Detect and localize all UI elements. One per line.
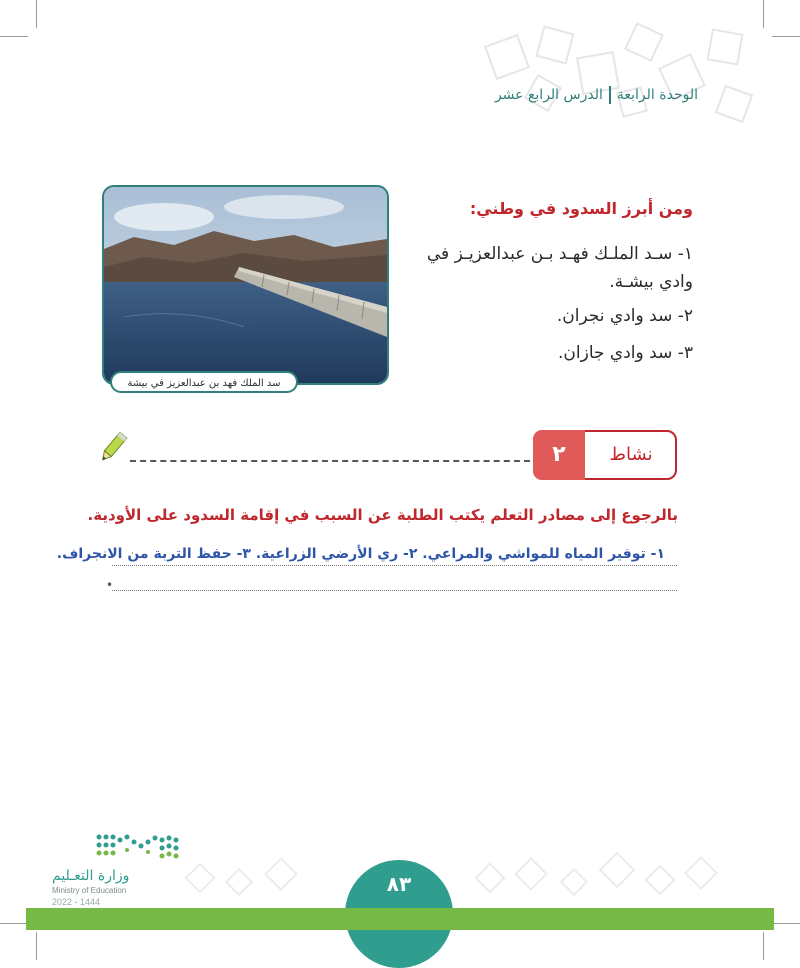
activity-label: نشاط <box>609 444 653 465</box>
dam-photo <box>102 185 389 385</box>
dam-item-1: ١- سـد الملـك فهـد بـن عبدالعزيـز في وادي بيشـة. <box>426 244 693 292</box>
crop-mark <box>772 36 800 37</box>
dam-item-2: ٢- سد وادي نجران. <box>556 306 693 326</box>
crop-mark <box>36 932 37 960</box>
activity-number: ٢ <box>533 430 585 480</box>
unit-title: الوحدة الرابعة <box>616 87 698 103</box>
answer-line-1 <box>112 565 677 566</box>
activity-instruction: بالرجوع إلى مصادر التعلم يكتب الطلبة عن السبب في إقامة السدود على الأودية. <box>87 506 678 524</box>
crop-mark <box>763 932 764 960</box>
answer-bullet: • <box>106 578 114 592</box>
crop-mark <box>772 923 800 924</box>
pencil-icon <box>96 431 128 465</box>
decorative-pattern <box>470 20 770 140</box>
footer-bar <box>26 908 774 930</box>
dam-item-3: ٣- سد وادي جازان. <box>558 343 693 363</box>
answer-text: ١- توفير المياه للمواشي والمراعي. ٢- ري الأرضي الزراعية. ٣- حفظ التربة من الانجراف. <box>56 546 665 562</box>
crop-mark <box>36 0 37 28</box>
dams-heading: ومن أبرز السدود في وطني: <box>469 199 693 218</box>
photo-caption: سد الملك فهد بن عبدالعزيز في بيشة <box>110 371 298 393</box>
page-header <box>495 86 698 104</box>
header-divider <box>609 86 611 104</box>
lesson-title: الدرس الرابع عشر <box>494 87 603 103</box>
activity-divider <box>130 460 530 462</box>
dam-illustration <box>104 187 387 383</box>
crop-mark <box>0 923 28 924</box>
ministry-name-ar: وزارة التعـليم <box>52 868 130 884</box>
footer-pattern <box>180 848 740 908</box>
ministry-name-en: Ministry of Education <box>52 886 127 895</box>
answer-line-2 <box>112 590 677 591</box>
edition-year: 2022 - 1444 <box>52 897 101 907</box>
page-number: ٨٣ <box>386 872 412 896</box>
crop-mark <box>0 36 28 37</box>
ministry-logo-icon <box>94 832 184 862</box>
